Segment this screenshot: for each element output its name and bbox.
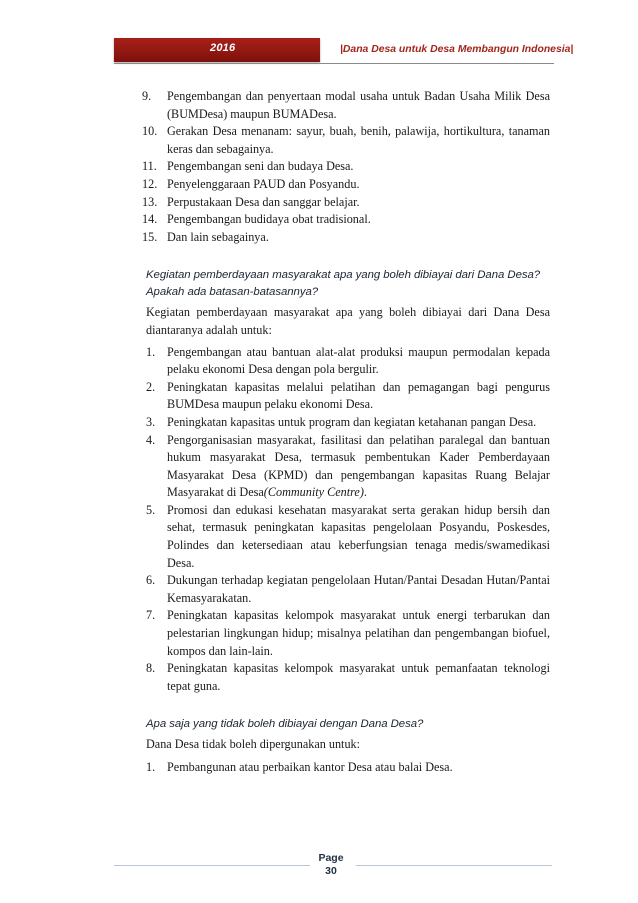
header-year: 2016: [210, 42, 236, 54]
header-rule: [114, 63, 554, 64]
list-item: 13. Perpustakaan Desa dan sanggar belajar.: [142, 194, 360, 209]
list-item: 14. Pengembangan budidaya obat tradisional.: [142, 212, 371, 227]
list-item: 8. Peningkatan kapasitas kelompok masyarakat untuk pemanfaatan teknologi tepat guna.: [146, 661, 550, 693]
list-item: 7. Peningkatan kapasitas kelompok masyarakat untuk energi terbarukan dan pelestarian lingkungan hidup; misalnya pelatihan dan pengembangan biofuel, kompos dan lain-lain.: [146, 608, 550, 658]
footer-rule-right: [356, 865, 552, 866]
page-content: [142, 88, 550, 777]
list-item: 15. Dan lain sebagainya.: [142, 229, 269, 244]
list-item: 3. Peningkatan kapasitas untuk program dan kegiatan ketahanan pangan Desa.: [146, 414, 537, 429]
page-number: [306, 852, 356, 878]
list-item: 10. Gerakan Desa menanam: sayur, buah, benih, palawija, hortikultura, tanaman keras dan sebagainya.: [142, 124, 550, 156]
list-item: 1. Pembangunan atau perbaikan kantor Desa atau balai Desa.: [146, 760, 453, 774]
page-value: 30: [325, 865, 337, 877]
list-item: 4. Pengorganisasian masyarakat, fasilitasi dan pelatihan paralegal dan bantuan hukum masyarakat Desa, termasuk pembentukan Kader Pemberdayaan Masyarakat Desa (KPMD) dan pengembangan kapasitas Ruang Belajar Masyarakat di Desa(Community Centre).: [146, 432, 550, 500]
footer-rule-left: [114, 865, 310, 866]
activities-list: [142, 88, 550, 246]
paragraph: Kegiatan pemberdayaan masyarakat apa yang boleh dibiayai dari Dana Desa diantaranya adalah untuk:: [146, 305, 550, 337]
paragraph: Dana Desa tidak boleh dipergunakan untuk:: [146, 737, 361, 752]
italic-term: (Community Centre): [263, 485, 364, 500]
page-header: [114, 38, 574, 64]
header-title: |Dana Desa untuk Desa Membangun Indonesia|: [340, 44, 574, 55]
list-item: 1. Pengembangan atau bantuan alat-alat produksi maupun permodalan kepada pelaku ekonomi Desa dengan pola bergulir.: [146, 344, 550, 377]
list-item: 2. Peningkatan kapasitas melalui pelatihan dan pemagangan bagi pengurus BUMDesa maupun pelaku ekonomi Desa.: [146, 379, 550, 412]
question-heading: Apa saja yang tidak boleh dibiayai dengan Dana Desa?: [146, 718, 424, 731]
list-item: 6. Dukungan terhadap kegiatan pengelolaan Hutan/Pantai Desadan Hutan/Pantai Kemasyarakatan.: [146, 573, 550, 605]
header-bar: [114, 38, 320, 62]
page-label: Page: [318, 852, 344, 864]
list-item: 9. Pengembangan dan penyertaan modal usaha untuk Badan Usaha Milik Desa (BUMDesa) maupun BUMADesa.: [142, 89, 550, 121]
list-item: 5. Promosi dan edukasi kesehatan masyarakat serta gerakan hidup bersih dan sehat, termasuk peningkatan kapasitas pengelolaan Posyandu, Poskesdes, Polindes dan ketersediaan atau keberfungsian tenaga medis/swamedikasi Desa.: [146, 502, 550, 570]
prohibited-list: [146, 759, 550, 777]
list-item: 11. Pengembangan seni dan budaya Desa.: [142, 159, 354, 174]
question-heading: Kegiatan pemberdayaan masyarakat apa yang boleh dibiayai dari Dana Desa? Apakah ada batasan-batasannya?: [146, 269, 541, 299]
empowerment-list: [146, 344, 550, 696]
list-item: 12. Penyelenggaraan PAUD dan Posyandu.: [142, 176, 360, 191]
